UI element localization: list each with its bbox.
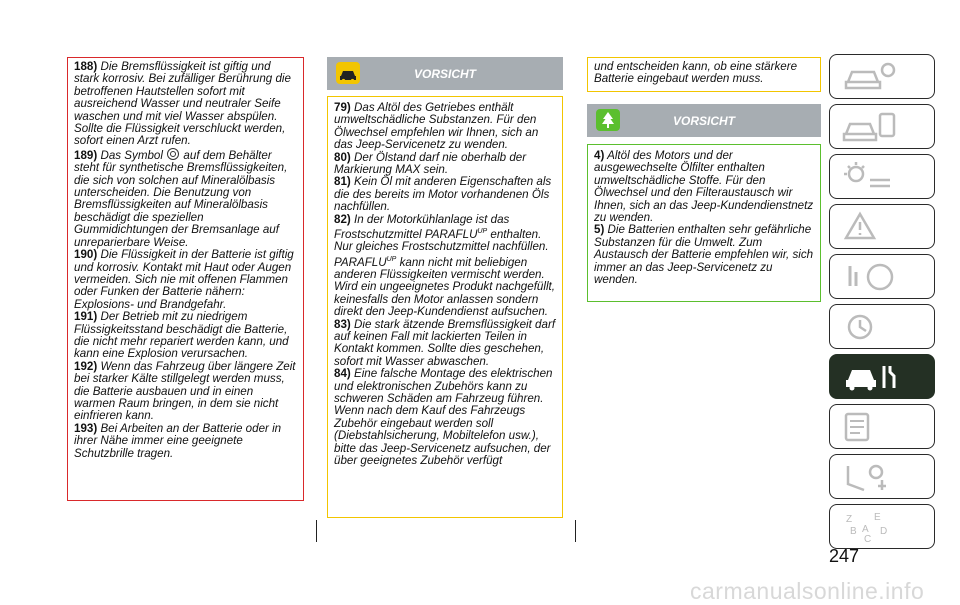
para-79: 79) Das Altöl des Getriebes enthält umweltschädliche Substanzen. Für den Ölwechsel empfehlen wir Ihnen, sich an das Jeep-Servicenetz zu wenden. xyxy=(334,101,539,152)
para-191: 191) Der Betrieb mit zu niedrigem Flüssigkeitsstand beschädigt die Batterie, die nicht mehr repariert werden kann, und kann eine Explosion verursachen. xyxy=(74,310,289,361)
index-letter: A xyxy=(862,524,869,535)
para-80: 80) Der Ölstand darf nie oberhalb der Markierung MAX sein. xyxy=(334,150,527,177)
environment-box-col3 xyxy=(587,144,821,302)
lights-icon xyxy=(840,160,900,194)
index-letter: Z xyxy=(846,514,853,525)
tab-multimedia[interactable] xyxy=(829,454,935,499)
index-letter: C xyxy=(864,534,872,544)
page-number: 247 xyxy=(829,546,860,566)
warning-box-col1 xyxy=(67,57,304,501)
index-letter: E xyxy=(874,512,881,523)
para-4: 4) Altöl des Motors und der ausgewechselte Ölfilter enthalten umweltschädliche Stoffe. Für den Ölwechsel und den Filteraustausch wir Ihnen, sich an das Jeep-Kundendienstnetz zu wenden. xyxy=(594,149,814,225)
tab-index[interactable] xyxy=(829,504,935,549)
tab-ignition[interactable] xyxy=(829,304,935,349)
para-192: 192) Wenn das Fahrzeug über längere Zeit bei starker Kälte stillgelegt werden muss, die Batterie ausbauen und in einen warmen Raum bringen, in dem sie nicht einfrieren kann. xyxy=(74,359,296,423)
multimedia-icon xyxy=(840,460,900,494)
tab-warnings[interactable] xyxy=(829,204,935,249)
car-manual-icon xyxy=(840,110,900,144)
para-84: 84) Eine falsche Montage des elektrischen und elektronischen Zubehörs kann zu schweren Schäden am Fahrzeug führen. Wenn nach dem Kauf des Fahrzeugs Zubehör eingebaut werden soll (Diebstahlsicherung, Mobiltelefon usw.), bitte das Jeep-Servicenetz aufsuchen, der über geeignetes Zubehör verfügt xyxy=(334,367,553,468)
caution-box-col2 xyxy=(327,96,563,518)
tab-car-manual[interactable] xyxy=(829,104,935,149)
watermark: carmanualsonline.info xyxy=(690,578,925,604)
technical-data-icon xyxy=(840,410,900,444)
index-letter: D xyxy=(880,526,888,537)
car-info-icon xyxy=(840,60,900,94)
para-81: 81) Kein Öl mit anderen Eigenschaften als die des bereits im Motor vorhandenen Öls nachfüllen. xyxy=(334,175,552,214)
column-divider xyxy=(316,520,317,542)
vorsicht-header-col2 xyxy=(327,57,563,90)
vorsicht-title: VORSICHT xyxy=(672,113,735,128)
para-188: 188) Die Bremsflüssigkeit ist giftig und stark korrosiv. Bei zufälliger Berührung die betroffenen Hautstellen sofort mit ausreichend Wasser und neutraler Seife waschen und mit viel Wasser abspülen. Sollte die Flüssigkeit verschluckt werden, sofort einen Arzt rufen. xyxy=(74,60,291,148)
tab-lights[interactable] xyxy=(829,154,935,199)
para-189: 189) Das Symbol auf dem Behälter steht für synthetische Bremsflüssigkeiten, die sich von solchen auf Mineralölbasis unterscheiden. Die Benutzung von Bremsflüssigkeiten auf Mineralölbasis beschädigt die speziellen Gummidichtungen der Bremsanlage auf unreparierbare Weise. xyxy=(74,148,288,249)
index-letter: B xyxy=(850,526,857,537)
ignition-icon xyxy=(840,310,900,344)
para-continued: und entscheiden kann, ob eine stärkere Batterie eingebaut werden muss. xyxy=(594,60,798,86)
para-5: 5) Die Batterien enthalten sehr gefährliche Substanzen für die Umwelt. Zum Austausch der Batterie empfehlen wir, sich immer an das Jeep-Servicenetz zu wenden. xyxy=(594,223,814,287)
para-82: 82) In der Motorkühlanlage ist das Frostschutzmittel $PARAFLU^{UP}$ enthalten. Nur gleiches Frostschutzmittel nachfüllen. $PARAFLU^{UP}$ kann nicht mit beliebigen anderen Flüssigkeiten vermischt werden. Wird ein ungeeignetes Produkt nachgefüllt, keinesfalls den Motor anlassen sondern direkt den Jeep-Kundendienst aufsuchen. xyxy=(334,212,555,319)
para-190: 190) Die Flüssigkeit in der Batterie ist giftig und korrosiv. Kontakt mit Haut oder Augen vermeiden. Sich nie mit offenen Flammen oder Funken der Batterie nähern: Explosions- und Brandgefahr. xyxy=(74,248,294,311)
vorsicht-title: VORSICHT xyxy=(413,66,476,81)
tab-maintenance[interactable] xyxy=(829,354,935,399)
para-193: 193) Bei Arbeiten an der Batterie oder in ihrer Nähe immer eine geeignete Schutzbrille tragen. xyxy=(74,421,282,460)
warning-triangle-icon xyxy=(840,210,900,244)
alphabetical-index-icon xyxy=(840,510,900,544)
safety-steering-icon xyxy=(840,260,900,294)
brake-fluid-symbol-icon xyxy=(167,148,179,160)
vorsicht-header-col3 xyxy=(587,104,821,137)
maintenance-car-icon xyxy=(840,360,900,394)
tab-safety[interactable] xyxy=(829,254,935,299)
column-divider xyxy=(575,520,576,542)
para-83: 83) Die stark ätzende Bremsflüssigkeit darf auf keinen Fall mit lackierten Teilen in Kontakt kommen. Sollte dies geschehen, sofort mit Wasser abwaschen. xyxy=(334,317,556,368)
tab-car-info[interactable] xyxy=(829,54,935,99)
tab-technical-data[interactable] xyxy=(829,404,935,449)
caution-box-col3-continued xyxy=(587,57,821,92)
